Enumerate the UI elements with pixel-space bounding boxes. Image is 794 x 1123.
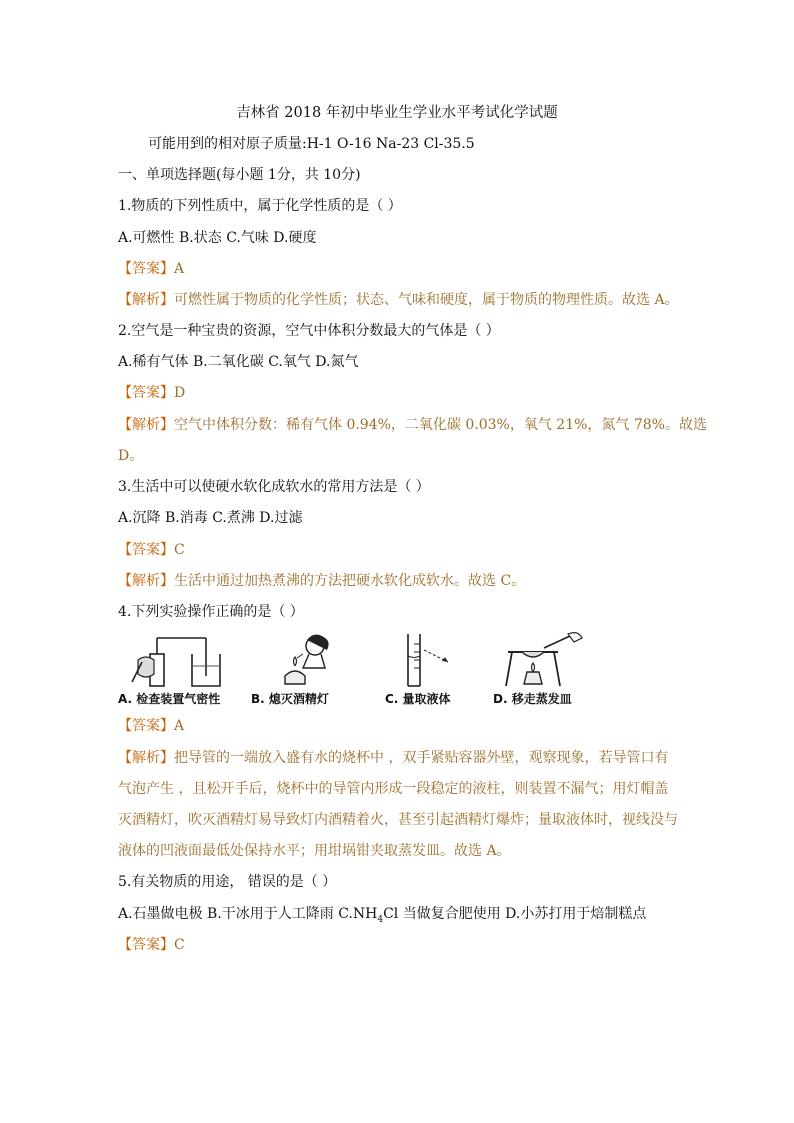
answer-value: D: [174, 385, 186, 401]
q2-stem: 2.空气是一种宝贵的资源，空气中体积分数最大的气体是（ ）: [118, 323, 500, 339]
q2-explanation: [118, 416, 707, 434]
q4-figures: [118, 632, 588, 708]
caption-b: B. 熄灭酒精灯: [251, 692, 329, 706]
explanation-text: 可燃性属于物质的化学性质；状态、气味和硬度，属于物质的物理性质。故选 A。: [174, 292, 679, 308]
answer-tag: 【答案】: [118, 385, 174, 401]
answer-tag: 【答案】: [118, 261, 174, 277]
airtightness-diagram: [128, 632, 238, 688]
q5-options-part1: A.石墨做电极 B.干冰用于人工降雨 C.NH: [118, 906, 378, 922]
q3-options: A.沉降 B.消毒 C.煮沸 D.过滤: [118, 510, 303, 526]
figure-c: [388, 632, 468, 688]
explain-tag: 【解析】: [118, 292, 174, 308]
measuring-cylinder-diagram: [388, 632, 468, 688]
q4-explanation-line4: 液体的凹液面最低处保持水平；用坩埚钳夹取蒸发皿。故选 A。: [118, 843, 511, 859]
caption-a: A. 检查装置气密性: [118, 692, 221, 706]
q4-explanation: [118, 749, 668, 767]
q5-options-subscript: 4: [377, 914, 384, 925]
q5-answer: [118, 936, 185, 954]
q1-answer: [118, 260, 184, 278]
q4-explanation-line2: 气泡产生 ，且松开手后，烧杯中的导管内形成一段稳定的液柱，则装置不漏气；用灯帽盖: [118, 781, 669, 797]
page-title: 吉林省 2018 年初中毕业生学业水平考试化学试题: [236, 105, 558, 121]
q4-answer: [118, 717, 184, 735]
answer-value: A: [174, 718, 185, 734]
q5-options-part2: Cl 当做复合肥使用 D.小苏打用于焙制糕点: [383, 906, 647, 922]
spirit-lamp-diagram: [263, 632, 353, 688]
q2-explanation-cont: D。: [118, 448, 144, 464]
explanation-text: 把导管的一端放入盛有水的烧杯中 ，双手紧贴容器外壁，观察现象，若导管口有: [174, 750, 669, 766]
explanation-text: 生活中通过加热煮沸的方法把硬水软化成软水。故选 C。: [174, 573, 526, 589]
atomic-masses: 可能用到的相对原子质量:H-1 O-16 Na-23 Cl-35.5: [148, 136, 475, 152]
figure-a: [128, 632, 238, 688]
explanation-text: 空气中体积分数：稀有气体 0.94%，二氧化碳 0.03%，氧气 21%，氮气 78%。故选: [174, 417, 707, 433]
answer-value: C: [174, 937, 185, 953]
q3-answer: [118, 541, 185, 559]
q1-explanation: [118, 291, 679, 309]
answer-tag: 【答案】: [118, 718, 174, 734]
explain-tag: 【解析】: [118, 573, 174, 589]
q5-stem: 5.有关物质的用途， 错误的是（ ）: [118, 874, 337, 890]
evaporating-dish-diagram: [498, 632, 588, 688]
q3-stem: 3.生活中可以使硬水软化成软水的常用方法是（ ）: [118, 479, 430, 495]
caption-d: D. 移走蒸发皿: [493, 692, 572, 706]
q4-stem: 4.下列实验操作正确的是（ ）: [118, 604, 304, 620]
q1-stem: 1.物质的下列性质中，属于化学性质的是（ ）: [118, 198, 402, 214]
answer-value: A: [174, 261, 185, 277]
q2-options: A.稀有气体 B.二氧化碳 C.氧气 D.氮气: [118, 354, 359, 370]
answer-value: C: [174, 542, 185, 558]
figure-d: [498, 632, 588, 688]
q2-answer: [118, 384, 185, 402]
figure-b: [263, 632, 353, 688]
answer-tag: 【答案】: [118, 937, 174, 953]
answer-tag: 【答案】: [118, 542, 174, 558]
explain-tag: 【解析】: [118, 417, 174, 433]
q5-options: [118, 905, 646, 929]
q3-explanation: [118, 572, 525, 590]
caption-c: C. 量取液体: [385, 692, 451, 706]
q1-options: A.可燃性 B.状态 C.气味 D.硬度: [118, 230, 317, 246]
explain-tag: 【解析】: [118, 750, 174, 766]
section-heading: 一、单项选择题(每小题 1分，共 10分): [118, 167, 361, 183]
q4-explanation-line3: 灭酒精灯，吹灭酒精灯易导致灯内酒精着火，甚至引起酒精灯爆炸；量取液体时，视线没与: [118, 812, 678, 828]
